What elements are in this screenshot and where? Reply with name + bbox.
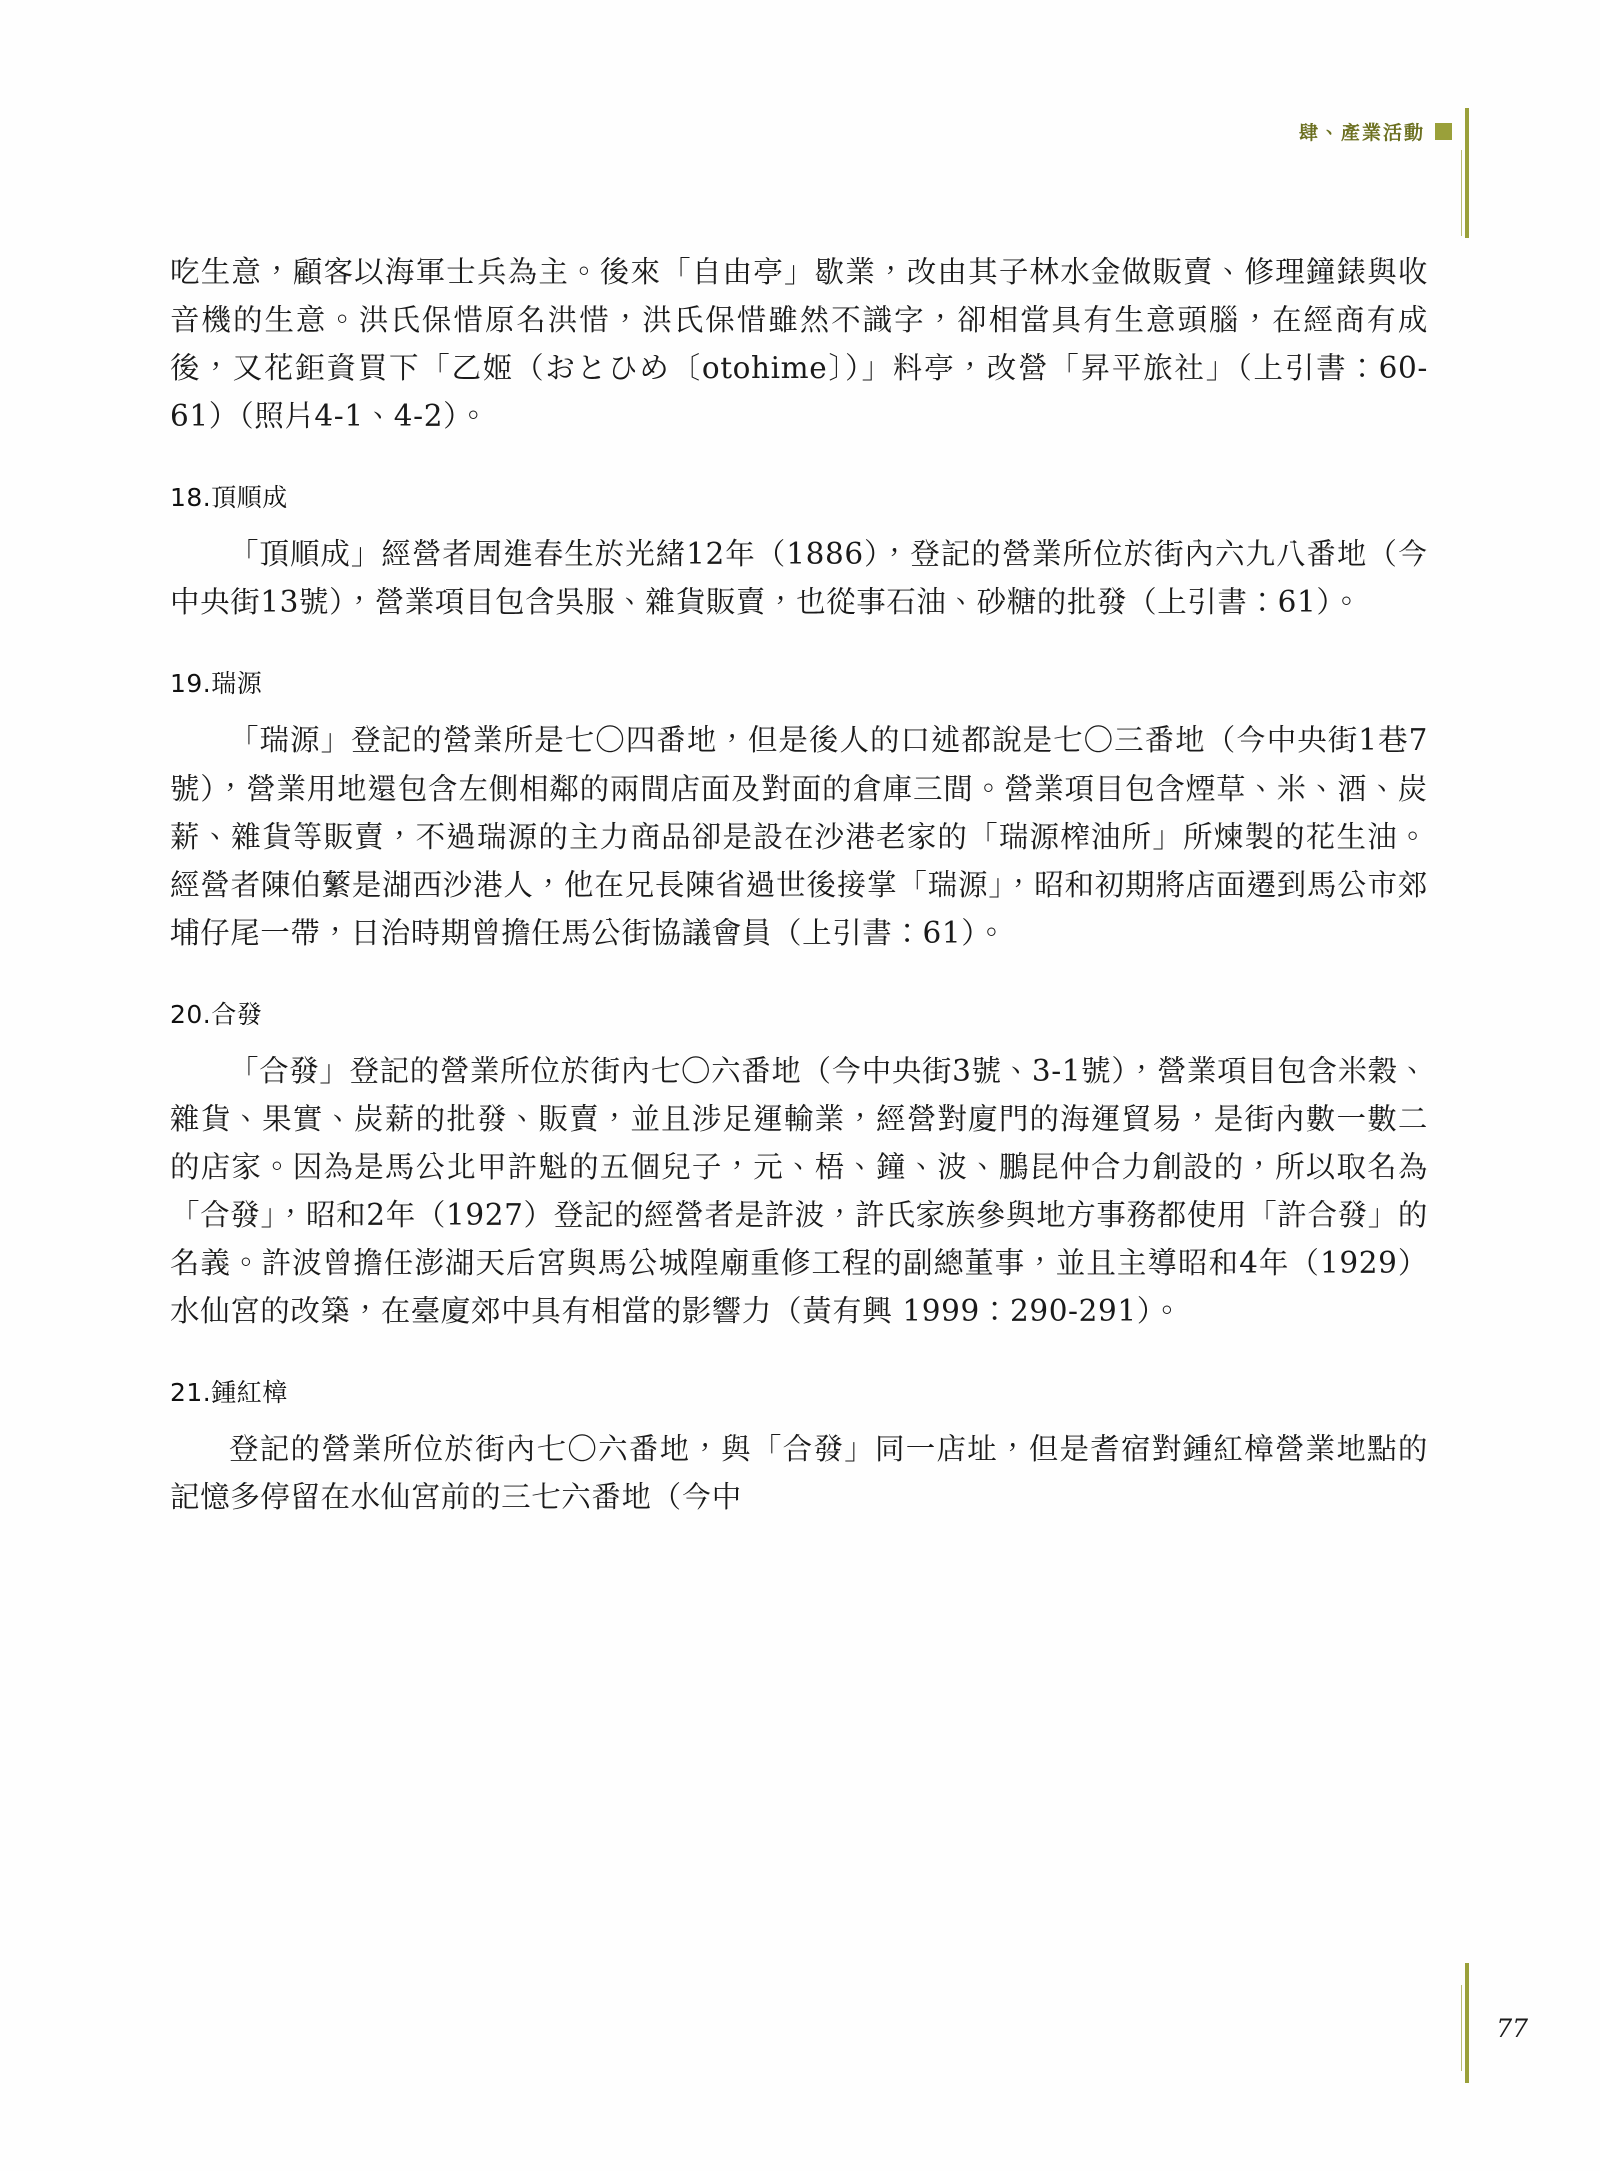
page-content <box>170 248 1428 1521</box>
running-header-title: 肆、產業活動 <box>1298 122 1425 144</box>
section-heading-19: 19.瑞源 <box>170 669 263 699</box>
section-heading-18: 18.頂順成 <box>170 483 288 513</box>
section-body-20: 「合發」登記的營業所位於街內七〇六番地（今中央街3號、3-1號），營業項目包含米穀、雜貨、果實、炭薪的批發、販賣，並且涉足運輸業，經營對廈門的海運貿易，是街內數一數二的店家。因為是馬公北甲許魁的五個兒子，元、梧、鐘、波、鵬昆仲合力創設的，所以取名為「合發」，昭和2年（1927）登記的經營者是許波，許氏家族參與地方事務都使用「許合發」的名義。許波曾擔任澎湖天后宮與馬公城隍廟重修工程的副總董事，並且主導昭和4年（1929）水仙宮的改築，在臺廈郊中具有相當的影響力（黃有興 1999：290-291）。 <box>170 1053 1428 1329</box>
section-body-19: 「瑞源」登記的營業所是七〇四番地，但是後人的口述都說是七〇三番地（今中央街1巷7號），營業用地還包含左側相鄰的兩間店面及對面的倉庫三間。營業項目包含煙草、米、酒、炭薪、雜貨等販賣，不過瑞源的主力商品卻是設在沙港老家的「瑞源榨油所」所煉製的花生油。經營者陳伯蘩是湖西沙港人，他在兄長陳省過世後接掌「瑞源」，昭和初期將店面遷到馬公市郊埔仔尾一帶，日治時期曾擔任馬公街協議會員（上引書：61）。 <box>170 723 1428 950</box>
page-number: 77 <box>1496 2014 1528 2043</box>
section-body-21: 登記的營業所位於街內七〇六番地，與「合發」同一店址，但是耆宿對鍾紅樟營業地點的記憶多停留在水仙宮前的三七六番地（今中 <box>170 1432 1428 1515</box>
section-body-18: 「頂順成」經營者周進春生於光緒12年（1886），登記的營業所位於街內六九八番地（今中央街13號），營業項目包含吳服、雜貨販賣，也從事石油、砂糖的批發（上引書：61）。 <box>170 537 1428 620</box>
footer-accent-rule-thin <box>1461 1985 1462 2071</box>
continued-paragraph: 吃生意，顧客以海軍士兵為主。後來「自由亭」歇業，改由其子林水金做販賣、修理鐘錶與收音機的生意。洪氏保惜原名洪惜，洪氏保惜雖然不識字，卻相當具有生意頭腦，在經商有成後，又花鉅資買下「乙姬（おとひめ〔otohime〕）」料亭，改營「昇平旅社」（上引書：60-61）（照片4-1、4-2）。 <box>170 255 1428 434</box>
section-heading-20: 20.合發 <box>170 999 263 1029</box>
header-square-marker <box>1435 123 1452 140</box>
header-accent-rule <box>1465 108 1469 238</box>
section-heading-21: 21.鍾紅樟 <box>170 1378 288 1408</box>
running-header <box>1299 118 1452 145</box>
footer-accent-rule <box>1465 1963 1469 2083</box>
header-accent-rule-thin <box>1461 150 1462 236</box>
